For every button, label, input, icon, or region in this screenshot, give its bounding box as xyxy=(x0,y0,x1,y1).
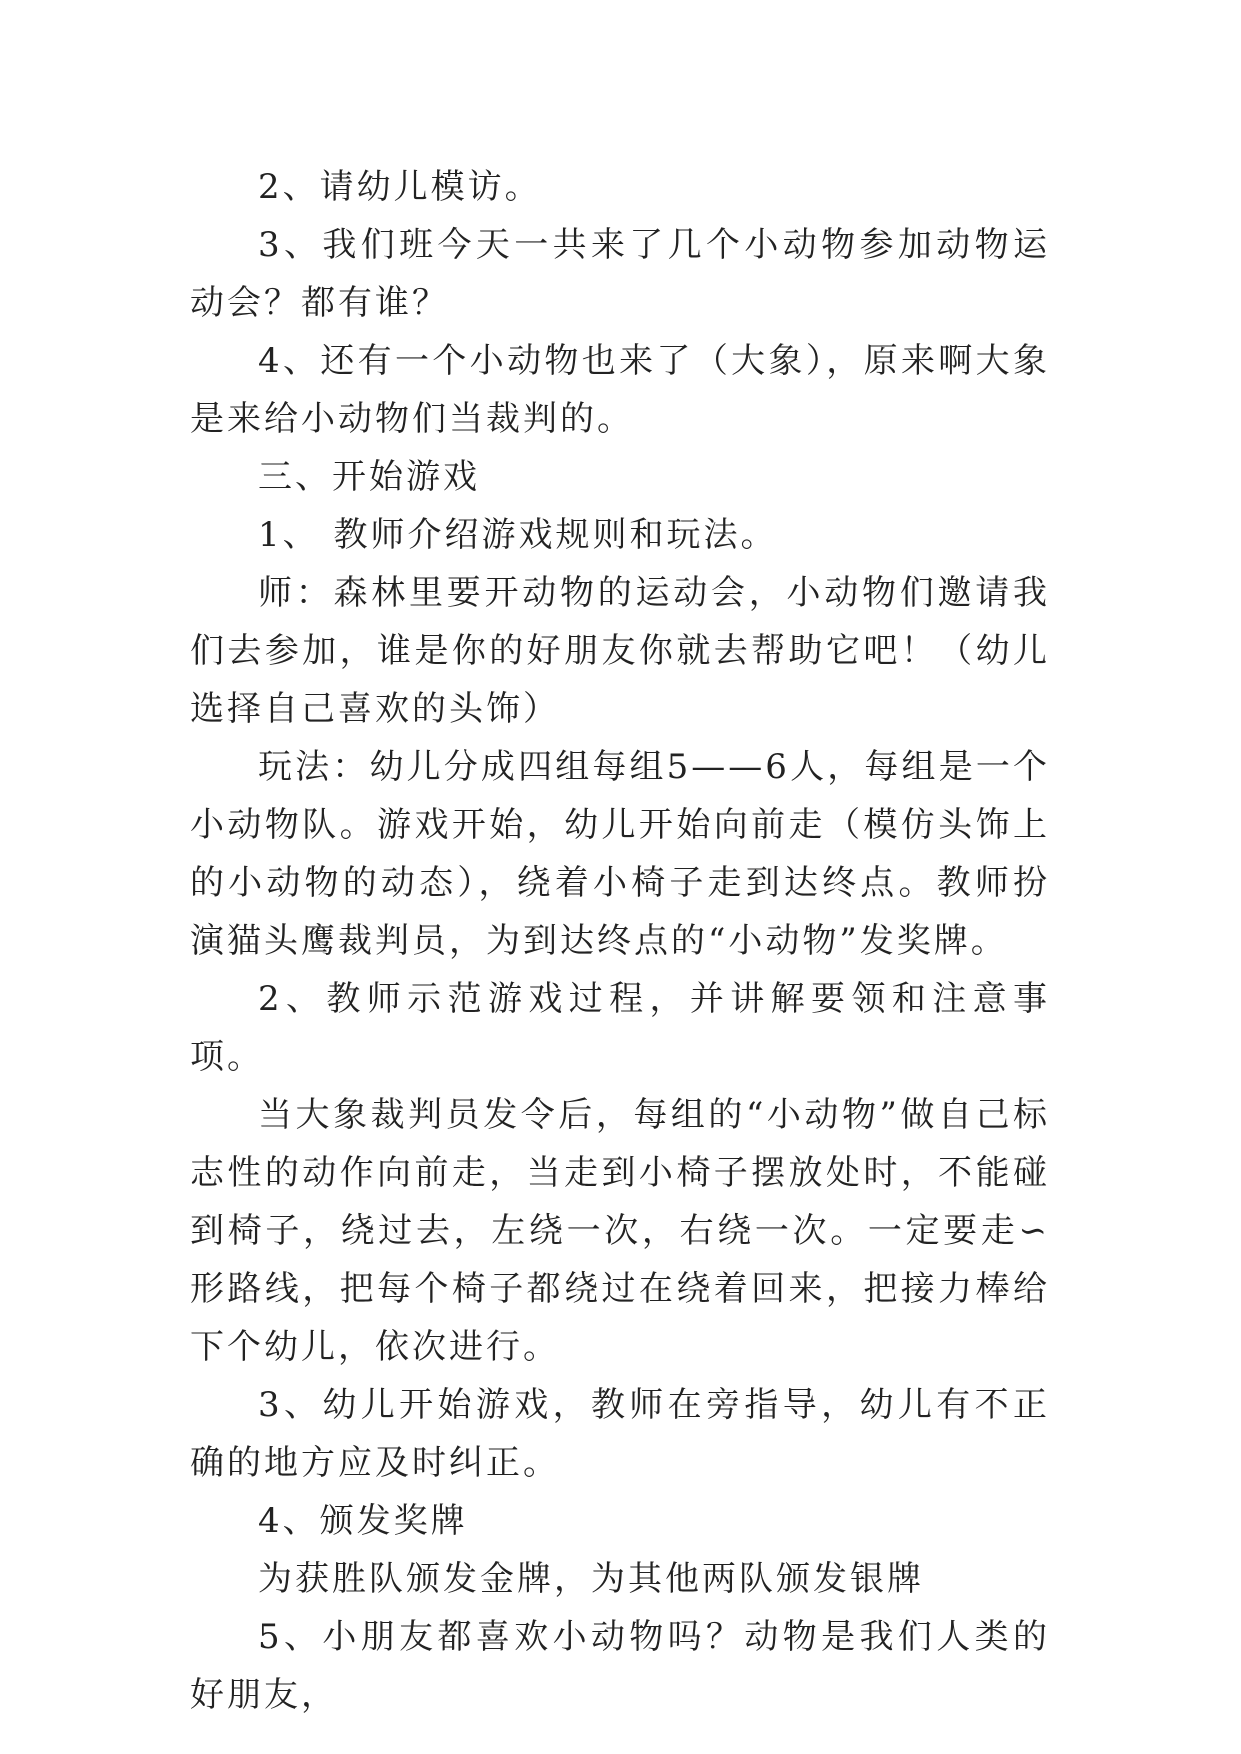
paragraph: 3、我们班今天一共来了几个小动物参加动物运动会？都有谁？ xyxy=(190,225,1050,323)
document-body xyxy=(190,158,1050,1724)
paragraph: 3、幼儿开始游戏，教师在旁指导，幼儿有不正确的地方应及时纠正。 xyxy=(190,1385,1050,1483)
paragraph: 4、还有一个小动物也来了（大象），原来啊大象是来给小动物们当裁判的。 xyxy=(190,341,1050,439)
paragraph: 当大象裁判员发令后，每组的“小动物”做自己标志性的动作向前走，当走到小椅子摆放处时，不能碰到椅子，绕过去，左绕一次，右绕一次。一定要走∽形路线，把每个椅子都绕过在绕着回来，把接力棒给下个幼儿，依次进行。 xyxy=(190,1095,1050,1367)
paragraph: 4、颁发奖牌 xyxy=(258,1501,468,1541)
paragraph: 2、教师示范游戏过程，并讲解要领和注意事项。 xyxy=(190,979,1050,1077)
section-heading: 三、开始游戏 xyxy=(258,457,480,497)
paragraph: 师：森林里要开动物的运动会，小动物们邀请我们去参加，谁是你的好朋友你就去帮助它吧！（幼儿选择自己喜欢的头饰） xyxy=(190,573,1050,729)
paragraph: 玩法：幼儿分成四组每组5——6人，每组是一个小动物队。游戏开始，幼儿开始向前走（模仿头饰上的小动物的动态），绕着小椅子走到达终点。教师扮演猫头鹰裁判员，为到达终点的“小动物”发奖牌。 xyxy=(190,747,1050,961)
paragraph: 1、 教师介绍游戏规则和玩法。 xyxy=(258,515,778,555)
paragraph: 为获胜队颁发金牌，为其他两队颁发银牌 xyxy=(258,1559,924,1599)
paragraph: 5、小朋友都喜欢小动物吗？动物是我们人类的好朋友， xyxy=(190,1617,1050,1715)
paragraph: 2、请幼儿模访。 xyxy=(258,167,542,207)
